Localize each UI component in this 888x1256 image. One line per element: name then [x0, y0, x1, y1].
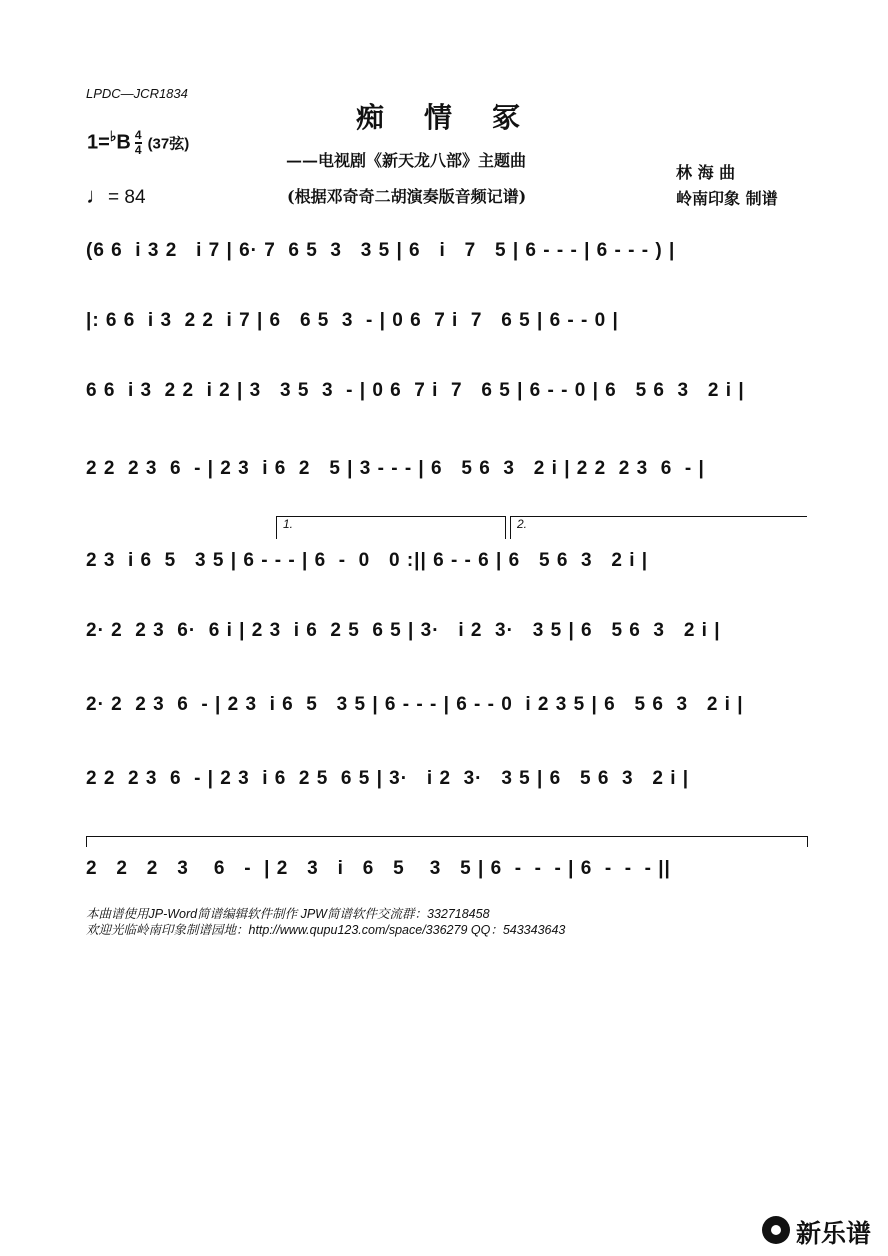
score-row-notes: 6 6 i 3 2 2 i 2 | 3 3 5 3 - | 0 6 7 i 7 6 5 | 6 - - 0 | 6 5 6 3 2 i | — [86, 380, 745, 401]
score-row-6 — [86, 620, 808, 690]
footer-website-note: 欢迎光临岭南印象制谱园地：http://www.qupu123.com/space/336279 QQ：543343643 — [86, 923, 566, 937]
score-row-notes: (6 6 i 3 2 i 7 | 6· 7 6 5 3 3 5 | 6 i 7 5 | 6 - - - | 6 - - - ) | — [86, 240, 676, 261]
song-subtitle: ——电视剧《新天龙八部》主题曲 — [286, 151, 527, 170]
key-note: B — [116, 131, 131, 154]
key-suffix: (37弦) — [147, 135, 190, 153]
arranger: 岭南印象 制谱 — [676, 189, 778, 208]
site-logo-text: 新乐谱 — [796, 1220, 872, 1248]
time-top: 4 — [134, 128, 142, 143]
score-row-notes: 2· 2 2 3 6· 6 i | 2 3 i 6 2 5 6 5 | 3· i 2 3· 3 5 | 6 5 6 3 2 i | — [86, 620, 721, 641]
score-code: LPDC—JCR1834 — [86, 86, 188, 101]
tempo-marking — [86, 183, 146, 209]
site-logo — [762, 1212, 882, 1248]
score-row-notes: 2 2 2 3 6 - | 2 3 i 6 5 3 5 | 6 - - - | 6 - - - || — [86, 858, 671, 879]
key-signature — [87, 128, 189, 156]
footer-software-note: 本曲谱使用JP-Word简谱编辑软件制作 JPW简谱软件交流群：332718458 — [86, 907, 490, 921]
song-title: 痴情冢 — [356, 101, 561, 134]
score-row-1 — [86, 240, 808, 310]
score-row-5 — [86, 517, 808, 620]
key-prefix: 1= — [87, 131, 110, 154]
tempo-value: = 84 — [108, 187, 146, 208]
score-row-2 — [86, 310, 808, 380]
quarter-note-icon: ♩ — [86, 183, 108, 208]
score-row-8 — [86, 768, 808, 838]
score-row-notes: 2 3 i 6 5 3 5 | 6 - - - | 6 - 0 0 :|| 6 - - 6 | 6 5 6 3 2 i | — [86, 550, 649, 571]
score-row-7 — [86, 694, 808, 764]
flat-icon: ♭ — [109, 128, 117, 144]
score-row-notes: 2 2 2 3 6 - | 2 3 i 6 2 5 | 3 - - - | 6 5 6 3 2 i | 2 2 2 3 6 - | — [86, 458, 705, 479]
volta-2-label: 2. — [517, 517, 528, 531]
system-brace-line — [86, 836, 808, 847]
composer: 林 海 曲 — [676, 163, 736, 182]
volta-1-label: 1. — [283, 517, 294, 531]
time-bottom: 4 — [134, 143, 142, 158]
volta-bracket-1 — [276, 516, 506, 539]
record-disc-icon — [762, 1216, 790, 1244]
score-row-3 — [86, 380, 808, 450]
score-row-notes: |: 6 6 i 3 2 2 i 7 | 6 6 5 3 - | 0 6 7 i 7 6 5 | 6 - - 0 | — [86, 310, 619, 331]
volta-bracket-2 — [510, 516, 807, 539]
score-row-notes: 2· 2 2 3 6 - | 2 3 i 6 5 3 5 | 6 - - - | 6 - - 0 i 2 3 5 | 6 5 6 3 2 i | — [86, 694, 744, 715]
score-row-notes: 2 2 2 3 6 - | 2 3 i 6 2 5 6 5 | 3· i 2 3· 3 5 | 6 5 6 3 2 i | — [86, 768, 690, 789]
time-signature — [135, 130, 142, 156]
transcription-note: (根据邓奇奇二胡演奏版音频记谱) — [287, 187, 527, 206]
